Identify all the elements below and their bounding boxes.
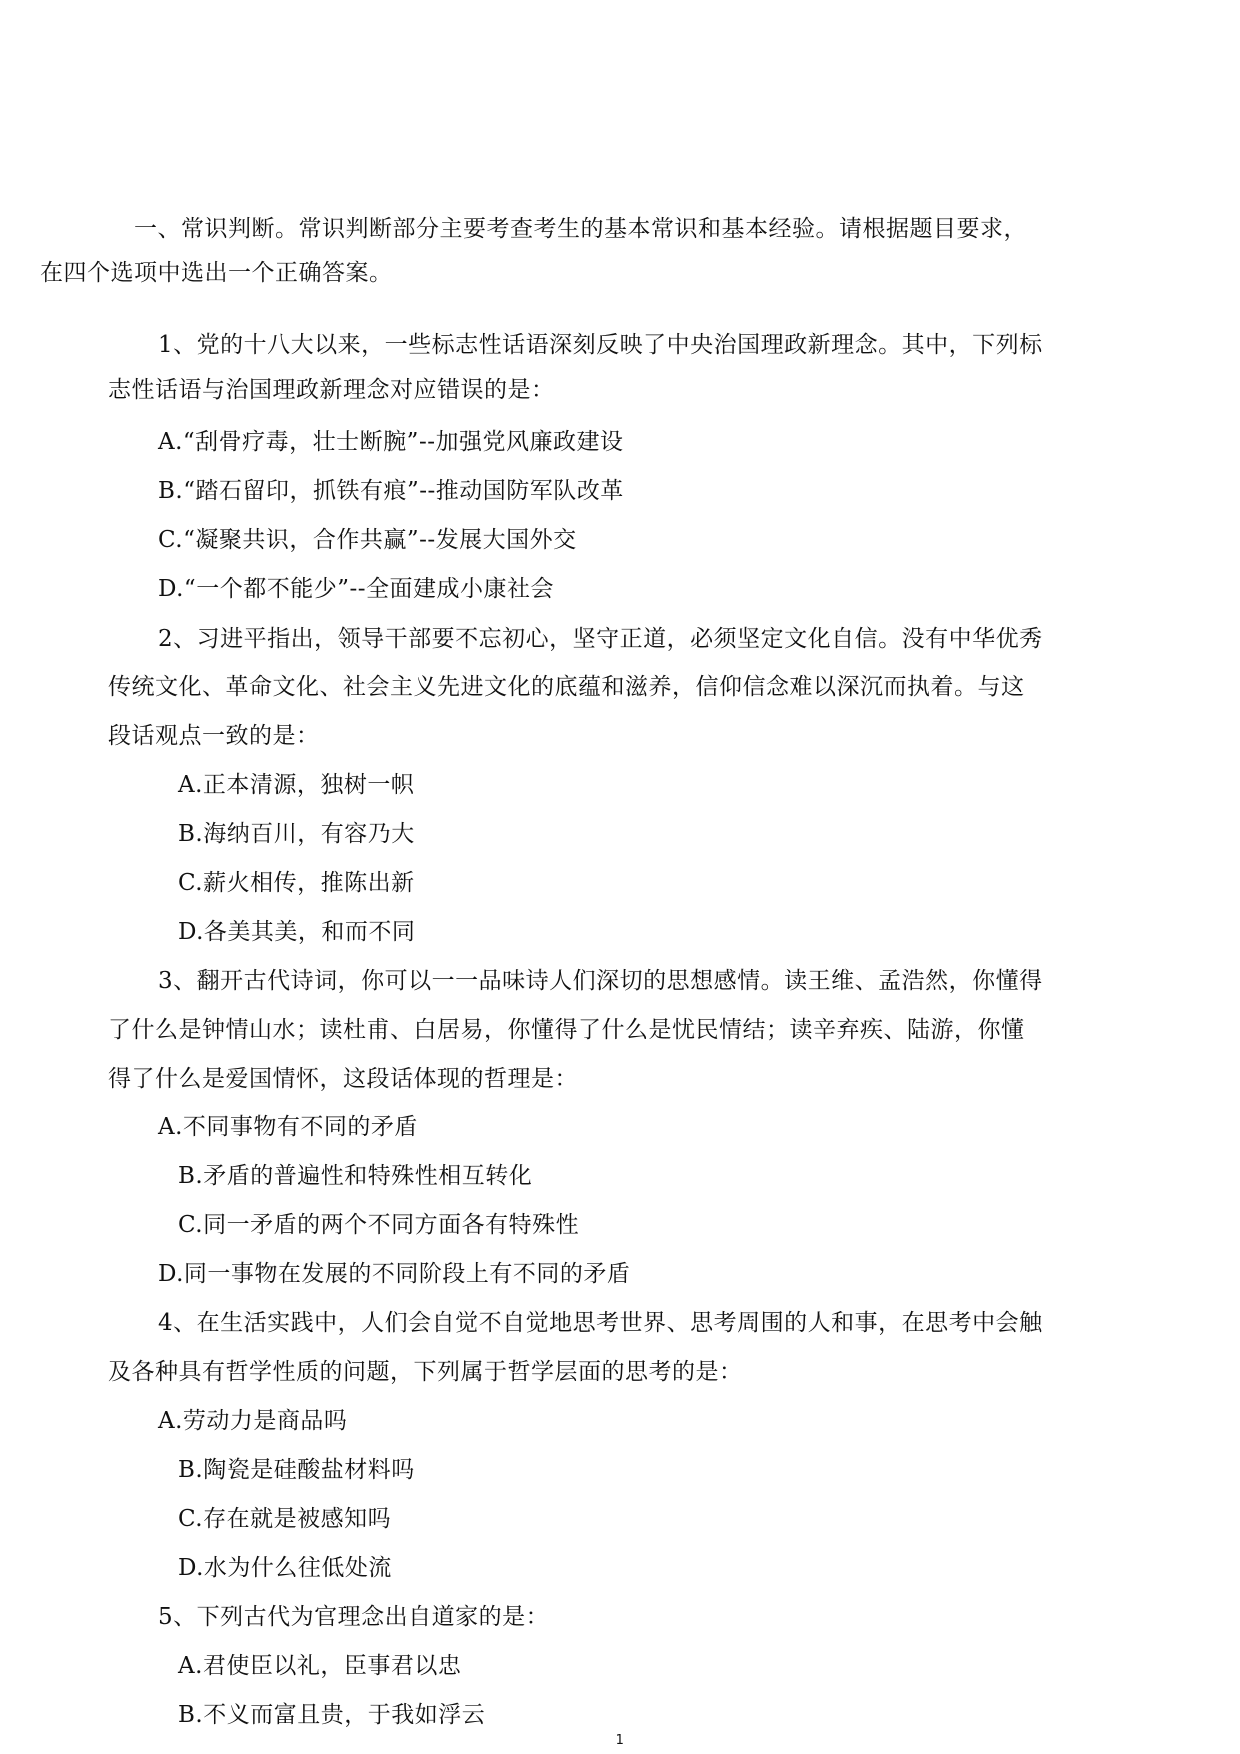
- option-c: C.存在就是被感知吗: [178, 1506, 392, 1532]
- option-c: C.薪火相传，推陈出新: [178, 870, 415, 896]
- question-stem-line: 5、下列古代为官理念出自道家的是：: [158, 1604, 550, 1630]
- option-a: A.正本清源，独树一帜: [178, 772, 415, 798]
- option-b: B.“踏石留印，抓铁有痕”--推动国防军队改革: [158, 478, 624, 504]
- question-stem-line: 及各种具有哲学性质的问题，下列属于哲学层面的思考的是：: [108, 1359, 743, 1385]
- option-c: C.“凝聚共识，合作共赢”--发展大国外交: [158, 527, 577, 553]
- question-stem-line: 1、党的十八大以来，一些标志性话语深刻反映了中央治国理政新理念。其中，下列标: [158, 332, 1043, 358]
- option-a: A.劳动力是商品吗: [158, 1408, 348, 1434]
- question-stem-line: 志性话语与治国理政新理念对应错误的是：: [108, 377, 555, 403]
- question-stem-line: 了什么是钟情山水；读杜甫、白居易，你懂得了什么是忧民情结；读辛弃疾、陆游，你懂: [108, 1017, 1025, 1043]
- question-stem-line: 4、在生活实践中，人们会自觉不自觉地思考世界、思考周围的人和事，在思考中会触: [158, 1310, 1043, 1336]
- option-b: B.陶瓷是硅酸盐材料吗: [178, 1457, 415, 1483]
- question-stem-line: 得了什么是爱国情怀，这段话体现的哲理是：: [108, 1066, 578, 1092]
- option-a: A.不同事物有不同的矛盾: [158, 1114, 418, 1140]
- option-d: D.各美其美，和而不同: [178, 919, 416, 945]
- question-stem-line: 3、翻开古代诗词，你可以一一品味诗人们深切的思想感情。读王维、孟浩然，你懂得: [158, 968, 1043, 994]
- option-a: A.“刮骨疗毒，壮士断腕”--加强党风廉政建设: [158, 429, 624, 455]
- option-c: C.同一矛盾的两个不同方面各有特殊性: [178, 1212, 580, 1238]
- option-d: D.同一事物在发展的不同阶段上有不同的矛盾: [158, 1261, 631, 1287]
- option-b: B.矛盾的普遍性和特殊性相互转化: [178, 1163, 533, 1189]
- option-a: A.君使臣以礼，臣事君以忠: [178, 1653, 462, 1679]
- option-b: B.海纳百川，有容乃大: [178, 821, 415, 847]
- question-stem-line: 段话观点一致的是：: [108, 723, 320, 749]
- section-intro-line: 在四个选项中选出一个正确答案。: [40, 260, 393, 286]
- option-d: D.水为什么往低处流: [178, 1555, 392, 1581]
- option-b: B.不义而富且贵，于我如浮云: [178, 1702, 486, 1728]
- page-number: 1: [615, 1733, 625, 1748]
- question-stem-line: 传统文化、革命文化、社会主义先进文化的底蕴和滋养，信仰信念难以深沉而执着。与这: [108, 674, 1025, 700]
- question-stem-line: 2、习进平指出，领导干部要不忘初心，坚守正道，必须坚定文化自信。没有中华优秀: [158, 626, 1043, 652]
- section-intro-line: 一、常识判断。常识判断部分主要考查考生的基本常识和基本经验。请根据题目要求，: [134, 216, 1027, 242]
- option-d: D.“一个都不能少”--全面建成小康社会: [158, 576, 554, 602]
